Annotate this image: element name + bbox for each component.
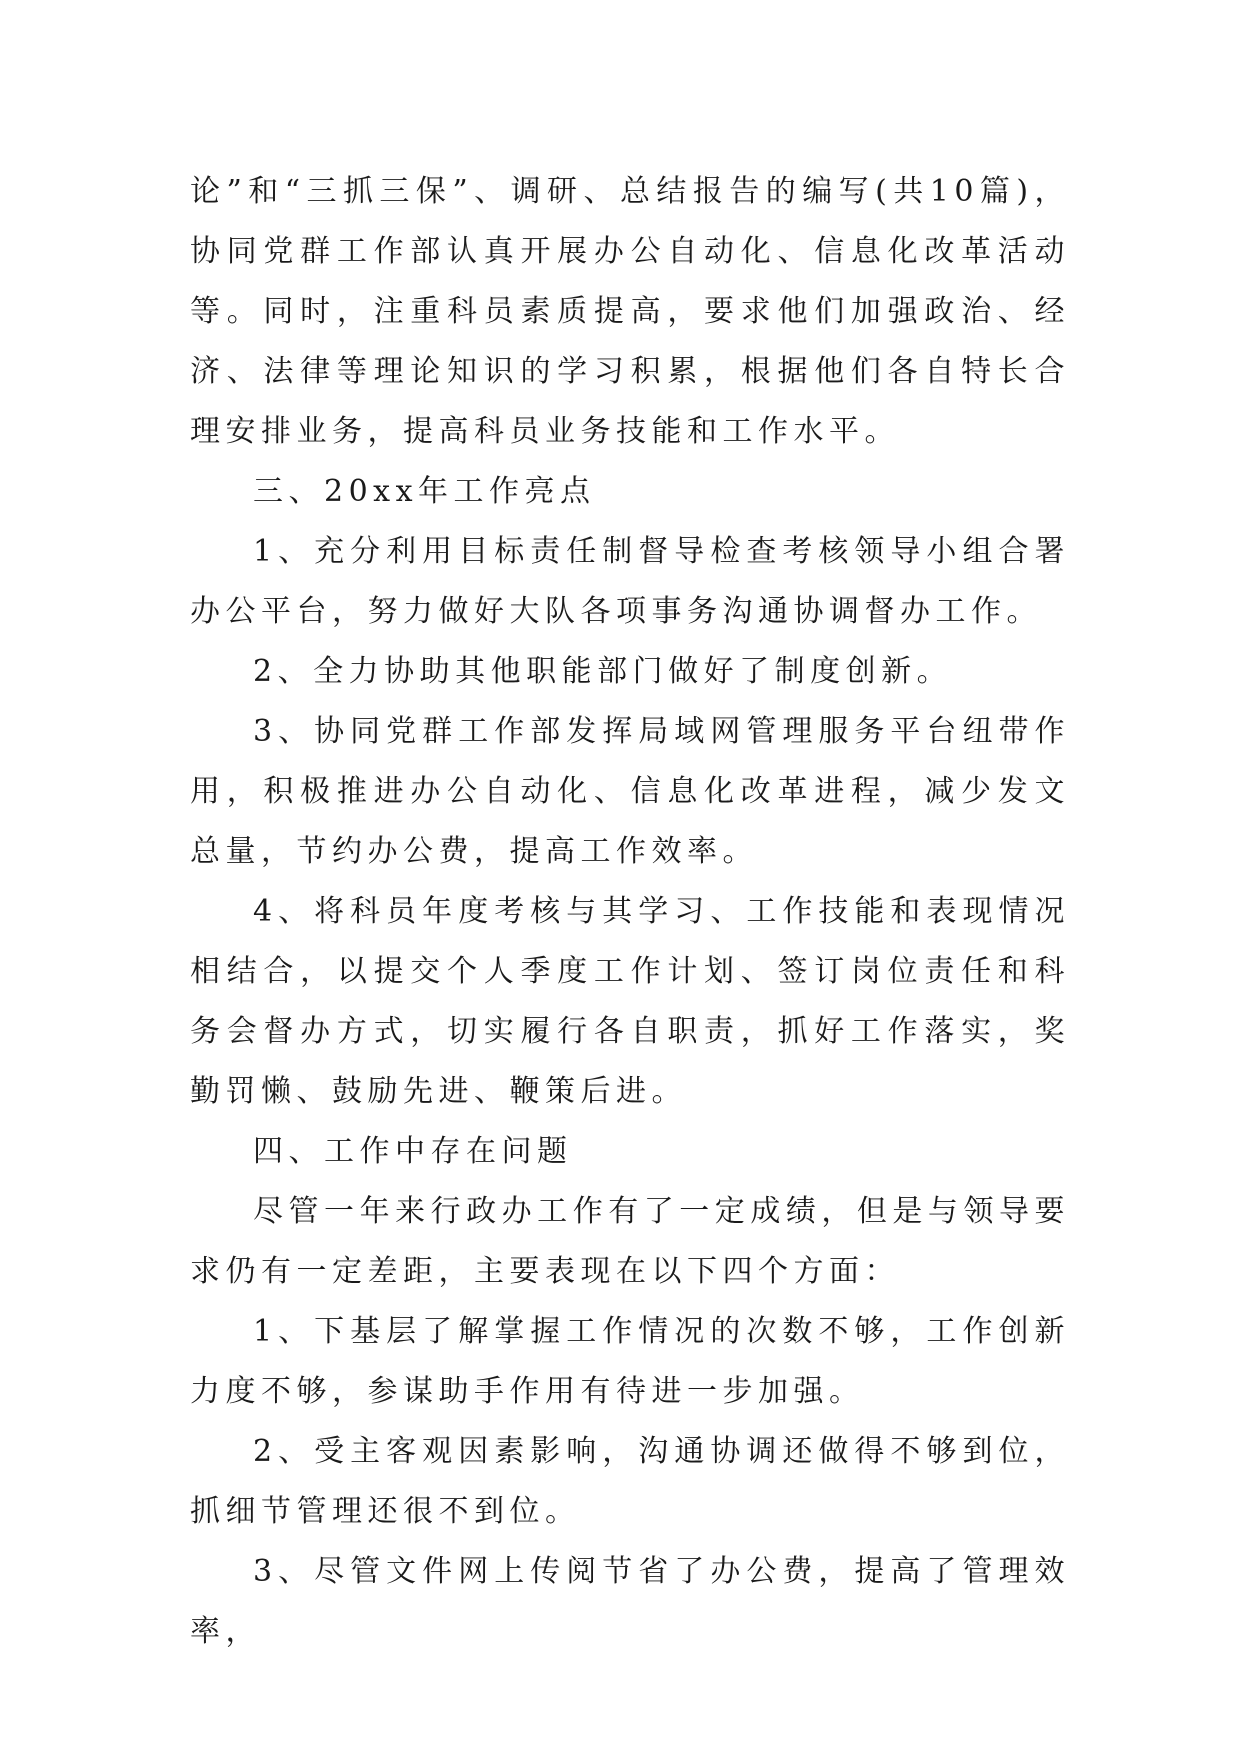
list-item-4-3: 3、尽管文件网上传阅节省了办公费，提高了管理效率， xyxy=(190,1554,1070,1649)
list-item-3-3: 3、协同党群工作部发挥局域网管理服务平台纽带作用，积极推进办公自动化、信息化改革进程，减少发文总量，节约办公费，提高工作效率。 xyxy=(190,714,1070,869)
section-heading-4: 四、工作中存在问题 xyxy=(253,1134,573,1169)
section-heading-3: 三、20xx年工作亮点 xyxy=(253,474,596,509)
list-item-4-1: 1、下基层了解掌握工作情况的次数不够，工作创新力度不够，参谋助手作用有待进一步加强。 xyxy=(190,1314,1070,1409)
list-item-3-4: 4、将科员年度考核与其学习、工作技能和表现情况相结合，以提交个人季度工作计划、签订岗位责任和科务会督办方式，切实履行各自职责，抓好工作落实，奖勤罚懒、鼓励先进、鞭策后进。 xyxy=(190,894,1070,1109)
list-item-3-1: 1、充分利用目标责任制督导检查考核领导小组合署办公平台，努力做好大队各项事务沟通协调督办工作。 xyxy=(190,534,1070,629)
list-item-4-2: 2、受主客观因素影响，沟通协调还做得不够到位，抓细节管理还很不到位。 xyxy=(190,1434,1070,1529)
paragraph-continuation: 论”和“三抓三保”、调研、总结报告的编写(共10篇)，协同党群工作部认真开展办公自动化、信息化改革活动等。同时，注重科员素质提高，要求他们加强政治、经济、法律等理论知识的学习积累，根据他们各自特长合理安排业务，提高科员业务技能和工作水平。 xyxy=(190,174,1070,449)
document-body xyxy=(190,162,1070,1662)
intro-paragraph-4: 尽管一年来行政办工作有了一定成绩，但是与领导要求仍有一定差距，主要表现在以下四个方面： xyxy=(190,1194,1070,1289)
list-item-3-2: 2、全力协助其他职能部门做好了制度创新。 xyxy=(253,654,953,689)
